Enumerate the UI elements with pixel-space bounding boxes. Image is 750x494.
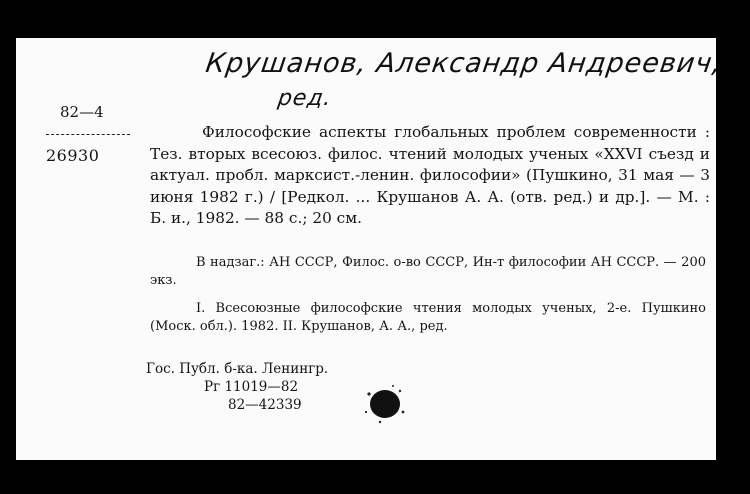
library-line-1: Гос. Публ. б-ка. Ленингр. [146, 361, 329, 377]
library-line-2: Рг 11019—82 [204, 379, 299, 395]
entry-subjects [150, 300, 706, 336]
handwritten-line-1: Крушанов, Александр Андреевич, [203, 48, 725, 79]
entry-title-paragraph: Философские аспекты глобальных проблем современности : Тез. вторых всесоюз. филос. чтений молодых ученых «XXVI съезд и актуал. пробл. марксист.-ленин. философии» (Пушкино, 31 мая — 3 июня 1982 г.) / [Редкол. ... Крушанов А. А. (отв. ред.) и др.]. — М. : Б. и., 1982. — 88 с.; 20 см. [150, 123, 710, 227]
call-number-top: 82—4 [60, 103, 104, 121]
entry-note-text: В надзаг.: АН СССР, Филос. о-во СССР, Ин-т философии АН СССР. — 200 экз. [150, 255, 706, 288]
library-stamp [146, 360, 328, 414]
handwritten-annotation [203, 48, 726, 118]
call-number-divider [46, 134, 130, 135]
catalog-card [16, 38, 725, 460]
ink-blot [360, 382, 410, 426]
call-number-bottom: 26930 [46, 146, 100, 165]
handwritten-line-2: ред. [276, 86, 334, 111]
library-line-3: 82—42339 [228, 397, 302, 413]
entry-note [150, 254, 706, 290]
entry-subjects-text: I. Всесоюзные философские чтения молодых ученых, 2-е. Пушкино (Моск. обл.). 1982. II. Крушанов, А. А., ред. [150, 301, 706, 334]
bibliographic-entry [150, 122, 710, 230]
